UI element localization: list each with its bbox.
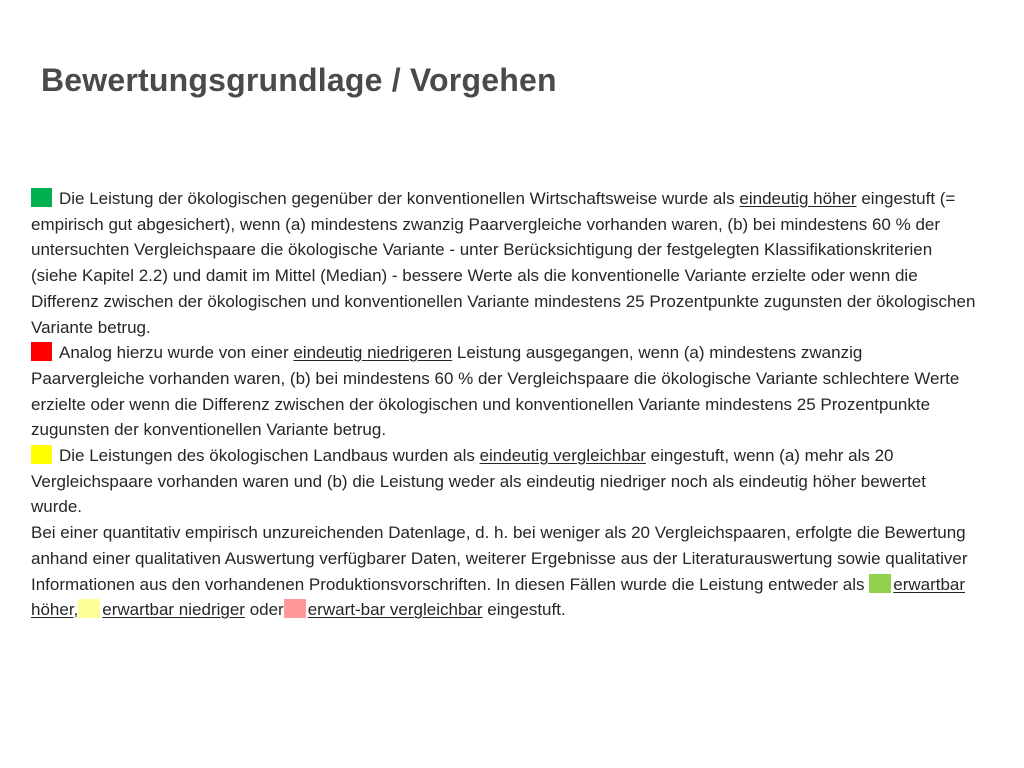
term-erwartbar-niedriger: erwartbar niedriger [102, 600, 245, 620]
paragraph-eindeutig-hoeher [31, 186, 976, 340]
light-green-square-icon [869, 574, 891, 593]
green-square-icon [31, 188, 52, 207]
slide-body [31, 186, 976, 623]
red-square-icon [31, 342, 52, 361]
separator-text: oder [244, 600, 284, 620]
pink-square-icon [284, 599, 306, 618]
paragraph-text: Die Leistung der ökologischen gegenüber der konventionellen Wirtschaftsweise wurde als [59, 189, 740, 208]
paragraph-eindeutig-niedriger [31, 340, 976, 443]
slide-title: Bewertungsgrundlage / Vorgehen [41, 62, 557, 98]
paragraph-eindeutig-vergleichbar [31, 443, 976, 520]
term-eindeutig-niedriger: eindeutig niedrigeren [293, 343, 453, 363]
term-eindeutig-vergleichbar: eindeutig vergleichbar [479, 446, 646, 466]
paragraph-text: eingestuft. [482, 600, 566, 620]
separator-text: , [73, 600, 79, 620]
yellow-square-icon [31, 445, 52, 464]
paragraph-qualitativ [31, 520, 976, 623]
paragraph-text: Analog hierzu wurde von einer [59, 343, 294, 363]
paragraph-text: Die Leistungen des ökologischen Landbaus wurden als [59, 446, 480, 466]
light-yellow-square-icon [78, 599, 100, 618]
term-eindeutig-hoeher: eindeutig höher [739, 189, 857, 208]
term-erwartbar-vergleichbar: erwart-bar vergleichbar [307, 600, 483, 620]
paragraph-text: eingestuft, wenn (a) mehr als 20 Vergleichspaare vorhanden waren und (b) die Leistung weder als eindeutig niedriger noch als eindeutig höher bewertet wurde. [31, 446, 926, 517]
paragraph-text: Bei einer quantitativ empirisch unzureichenden Datenlage, d. h. bei weniger als 20 Vergleichspaaren, erfolgte die Bewertung anhand einer qualitativen Auswertung verfügbarer Daten, weiterer Ergebnisse aus der Literaturauswertung sowie qualitativer Informationen aus den vorhandenen Produktionsvorschriften. In diesen Fällen wurde die Leistung entweder als [31, 523, 968, 594]
term-erwartbar-hoeher: erwartbar höher [31, 574, 966, 620]
paragraph-text: eingestuft (= empirisch gut abgesichert), wenn (a) mindestens zwanzig Paarvergleiche vorhanden waren, (b) bei mindestens 60 % der untersuchten Vergleichspaare die ökologische Variante - unter Berücksichtigung der festgelegten Klassifikationskriterien (siehe Kapitel 2.2) und damit im Mittel (Median) - bessere Werte als die konventionelle Variante erzielte oder wenn die Differenz zwischen der ökologischen und konventionellen Variante mindestens 25 Prozentpunkte zugunsten der ökologischen Variante betrug. [31, 189, 976, 337]
paragraph-text: Leistung ausgegangen, wenn (a) mindestens zwanzig Paarvergleiche vorhanden waren, (b) bei mindestens 60 % der Vergleichspaare die ökologische Variante schlechtere Werte erzielte oder wenn die Differenz zwischen der ökologischen und konventionellen Variante mindestens 25 Prozentpunkte zugunsten der konventionellen Variante betrug. [31, 343, 960, 440]
